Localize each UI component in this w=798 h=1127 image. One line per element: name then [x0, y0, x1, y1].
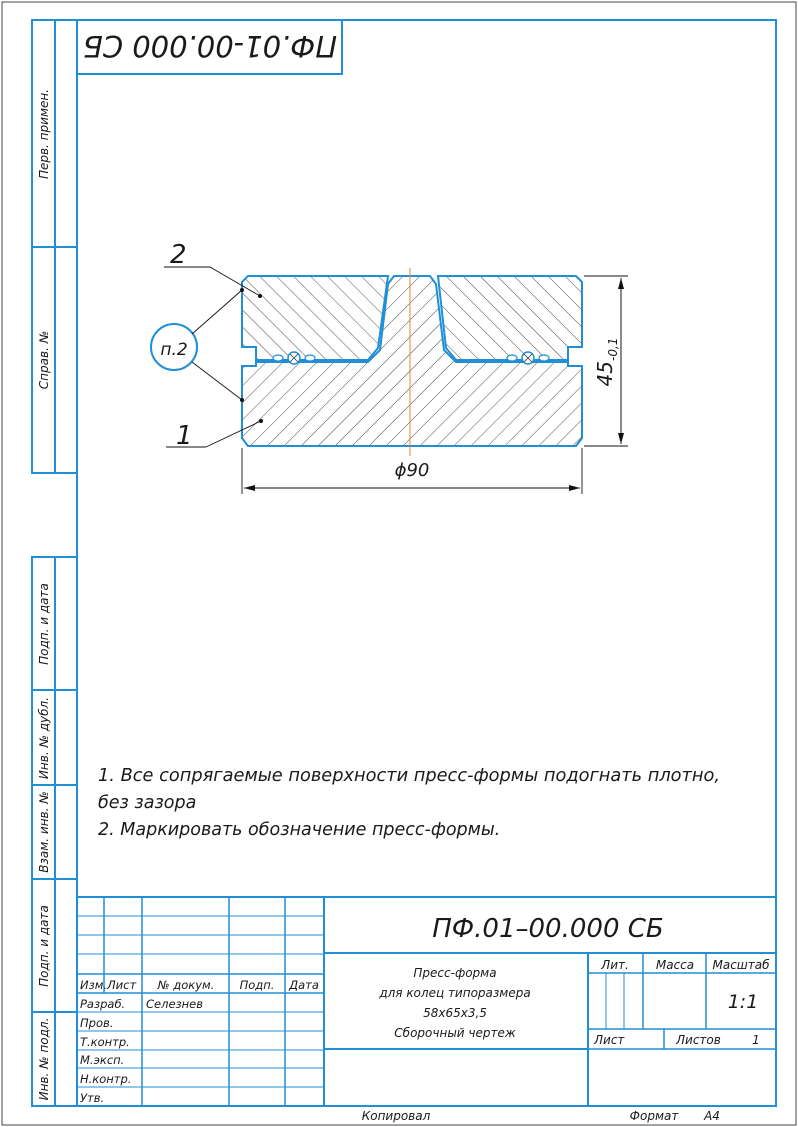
rotated-doc-number: ПФ.01-00.000 СБ — [82, 29, 338, 63]
col-list: Лист — [107, 978, 137, 992]
list-label: Лист — [594, 1033, 625, 1047]
col-dokum: № докум. — [157, 978, 215, 992]
main-frame — [77, 20, 776, 1106]
dimension-height — [584, 276, 628, 446]
massa-label: Масса — [655, 958, 695, 972]
masshtab-value: 1:1 — [727, 991, 759, 1013]
rotated-doc-number-box — [77, 20, 342, 74]
title-block — [77, 897, 776, 1106]
col-izm: Изм. — [80, 978, 108, 992]
footer-format-value: А4 — [704, 1109, 720, 1123]
side-label-podp-data-top: Подп. и дата — [37, 583, 51, 665]
pos-1-label: 1 — [176, 421, 193, 451]
height-value — [593, 338, 620, 387]
footer-kopiroval: Копировал — [361, 1109, 431, 1123]
part-2-upper-body-right — [438, 276, 582, 360]
col-podp: Подп. — [239, 978, 275, 992]
col-data: Дата — [289, 978, 319, 992]
dimension-diameter — [242, 448, 582, 494]
outer-border — [2, 2, 796, 1125]
note-line-2: без зазора — [98, 793, 197, 813]
note-ref-label: п.2 — [160, 340, 188, 360]
side-label-inv-dubl: Инв. № дубл. — [37, 696, 51, 780]
razrab-name: Селезнев — [146, 997, 204, 1011]
row-prov: Пров. — [80, 1016, 114, 1030]
side-stamp-bottom — [32, 557, 77, 1106]
name-line-4: Сборочный чертеж — [394, 1026, 516, 1040]
masshtab-label: Масштаб — [712, 958, 770, 972]
side-label-sprav-no: Справ. № — [37, 330, 51, 390]
height-main: 45 — [593, 360, 617, 387]
side-stamp-top — [32, 20, 77, 473]
height-tolerance: -0,1 — [606, 337, 620, 361]
name-line-2: для колец типоразмера — [379, 986, 531, 1000]
diameter-value: ϕ90 — [394, 460, 430, 481]
side-label-vzam-inv: Взам. инв. № — [37, 791, 51, 873]
row-nkontr: Н.контр. — [80, 1072, 132, 1086]
title-designation: ПФ.01–00.000 СБ — [432, 914, 664, 944]
pos-2-label: 2 — [170, 240, 187, 270]
part-2-upper-body — [242, 276, 388, 360]
side-label-perv-primen: Перв. примен. — [37, 88, 51, 180]
note-line-3: 2. Маркировать обозначение пресс-формы. — [98, 820, 501, 840]
lit-label: Лит. — [601, 958, 629, 972]
name-line-3: 58х65х3,5 — [423, 1006, 487, 1020]
name-line-1: Пресс-форма — [413, 966, 497, 980]
listov-label: Листов — [676, 1033, 721, 1047]
row-utv: Утв. — [80, 1091, 105, 1105]
side-label-podp-data-bottom: Подп. и дата — [37, 905, 51, 987]
note-line-1: 1. Все сопрягаемые поверхности пресс-формы подогнать плотно, — [98, 766, 720, 786]
row-razrab: Разраб. — [80, 997, 126, 1011]
row-meksp: М.эксп. — [80, 1053, 125, 1067]
listov-value: 1 — [752, 1033, 760, 1047]
callout-note-ref — [151, 288, 244, 402]
footer-format-label: Формат — [629, 1109, 679, 1123]
row-tkontr: Т.контр. — [80, 1035, 130, 1049]
side-label-inv-podl: Инв. № подл. — [37, 1017, 51, 1101]
assembly-section — [242, 268, 582, 456]
technical-notes — [98, 766, 720, 840]
